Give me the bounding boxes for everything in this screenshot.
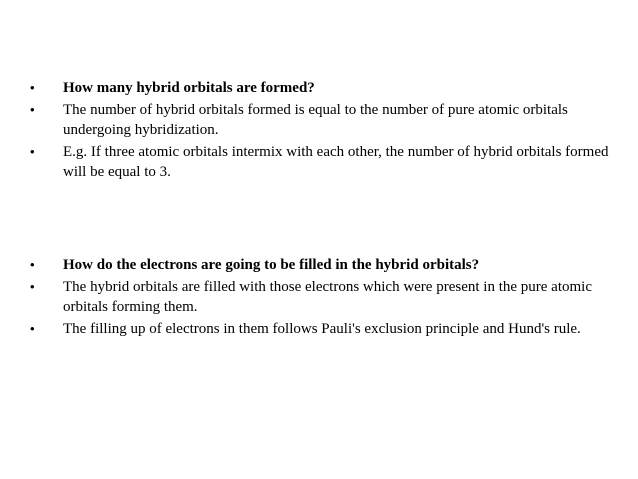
bullet-icon: • — [30, 80, 35, 95]
bullet-icon: • — [30, 102, 35, 117]
bullet-text: The filling up of electrons in them follows Pauli's exclusion principle and Hund's rule. — [63, 321, 581, 337]
list-item — [30, 319, 610, 339]
list-item — [30, 142, 610, 182]
list-item — [30, 277, 610, 317]
bullet-text: E.g. If three atomic orbitals intermix with each other, the number of hybrid orbitals formed will be equal to 3. — [63, 144, 609, 180]
bullet-list-hybrid-orbital-count — [30, 78, 610, 184]
list-item — [30, 255, 610, 275]
bullet-icon: • — [30, 257, 35, 272]
question-heading: How many hybrid orbitals are formed? — [63, 80, 315, 96]
bullet-text: The hybrid orbitals are filled with those electrons which were present in the pure atomic orbitals forming them. — [63, 279, 592, 315]
bullet-icon: • — [30, 321, 35, 336]
bullet-list-electron-filling — [30, 255, 610, 341]
bullet-icon: • — [30, 144, 35, 159]
list-item — [30, 100, 610, 140]
bullet-icon: • — [30, 279, 35, 294]
list-item — [30, 78, 610, 98]
question-heading: How do the electrons are going to be filled in the hybrid orbitals? — [63, 257, 480, 273]
bullet-text: The number of hybrid orbitals formed is equal to the number of pure atomic orbitals undergoing hybridization. — [63, 102, 568, 138]
